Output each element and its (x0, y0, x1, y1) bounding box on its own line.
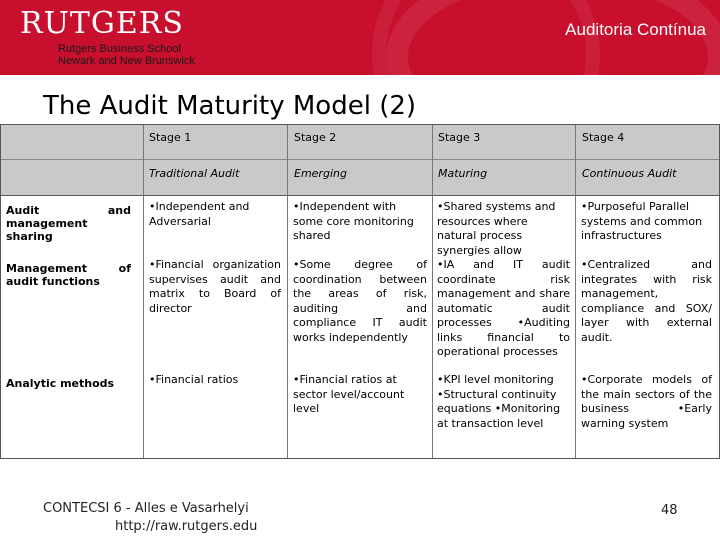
page-number: 48 (661, 503, 678, 518)
stage-header: Stage 3 (438, 131, 481, 144)
table-cell: •KPI level monitoring •Structural continuity equations •Monitoring at transaction level (437, 373, 561, 430)
rutgers-logo: RUTGERS (20, 6, 184, 41)
header-banner (0, 0, 720, 75)
stage-subheader: Traditional Audit (149, 167, 240, 180)
table-cell: •Corporate models of the main sectors of the business •Early warning system (581, 373, 712, 430)
school-line-1: Rutgers Business School (58, 43, 181, 55)
table-cell: •Independent with some core monitoring shared (293, 200, 414, 242)
table-cell: •Shared systems and resources where natural process synergies allow (437, 200, 556, 257)
row-label: Analytic methods (6, 377, 115, 390)
row-label: Audit and management sharing (6, 204, 131, 243)
table-cell: •Financial ratios at sector level/account level (293, 373, 405, 415)
school-name (58, 43, 195, 67)
table-cell: •IA and IT audit coordinate risk management and share automatic audit processes •Auditing links financial to operational processes (437, 258, 570, 358)
stage-header: Stage 2 (294, 131, 337, 144)
table-border (0, 124, 720, 459)
brand-title: Auditoria Contínua (565, 20, 706, 39)
row-label: Management of audit functions (6, 262, 131, 288)
table-cell: •Centralized and integrates with risk management, compliance and SOX/ layer with external audit. (581, 258, 712, 344)
school-line-2: Newark and New Brunswick (58, 55, 195, 67)
footer-url: http://raw.rutgers.edu (115, 519, 258, 534)
footer-line-1: CONTECSI 6 - Alles e Vasarhelyi (43, 501, 249, 516)
stage-header: Stage 1 (149, 131, 192, 144)
footer-citation (43, 500, 257, 536)
table-cell: •Financial organization supervises audit and matrix to Board of director (149, 258, 281, 315)
table-cell: •Independent and Adversarial (149, 200, 250, 228)
stage-subheader: Maturing (438, 167, 488, 180)
stage-header: Stage 4 (582, 131, 625, 144)
table-cell: •Some degree of coordination between the areas of risk, auditing and compliance IT audit works independently (293, 258, 427, 344)
table-cell: •Financial ratios (149, 373, 239, 386)
stage-subheader: Emerging (294, 167, 347, 180)
slide-title: The Audit Maturity Model (2) (43, 91, 417, 121)
stage-subheader: Continuous Audit (582, 167, 677, 180)
table-cell: •Purposeful Parallel systems and common infrastructures (581, 200, 703, 242)
